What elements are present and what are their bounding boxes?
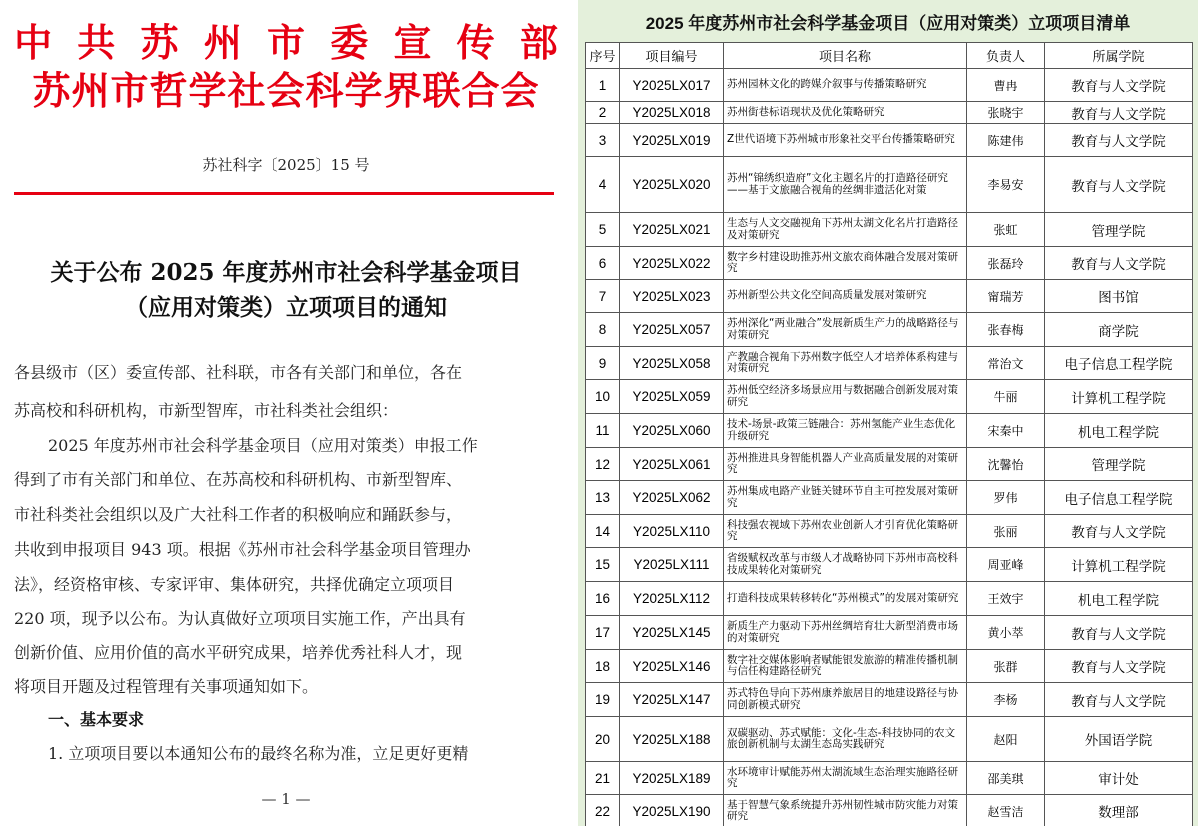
cell-name: 科技强农视域下苏州农业创新人才引育优化策略研究 [724,515,967,548]
cell-code: Y2025LX022 [620,247,724,280]
project-list-panel [578,0,1198,826]
cell-person: 张晓宇 [967,102,1045,124]
table-row [586,213,1193,247]
cell-name: 打造科技成果转移转化“苏州模式”的发展对策研究 [724,582,967,616]
cell-school: 管理学院 [1045,448,1193,481]
cell-code: Y2025LX146 [620,650,724,683]
cell-seq: 21 [586,762,620,795]
cell-name: 生态与人文交融视角下苏州太湖文化名片打造路径及对策研究 [724,213,967,247]
cell-code: Y2025LX019 [620,124,724,157]
table-row [586,124,1193,157]
cell-code: Y2025LX061 [620,448,724,481]
column-header-person: 负责人 [967,43,1045,69]
cell-code: Y2025LX023 [620,280,724,313]
cell-seq: 20 [586,717,620,762]
cell-person: 陈建伟 [967,124,1045,157]
cell-name: 苏州深化“两业融合”发展新质生产力的战略路径与对策研究 [724,313,967,347]
table-header-row [586,43,1193,69]
cell-person: 曹冉 [967,69,1045,102]
cell-name: 新质生产力驱动下苏州丝绸培育壮大新型消费市场的对策研究 [724,616,967,650]
table-row [586,717,1193,762]
cell-school: 机电工程学院 [1045,582,1193,616]
cell-name: 双碳驱动、苏式赋能：文化-生态-科技协同的农文旅创新机制与太湖生态岛实践研究 [724,717,967,762]
cell-name: 产教融合视角下苏州数字低空人才培养体系构建与对策研究 [724,347,967,380]
body-text-line: 220 项，现予以公布。为认真做好立项项目实施工作，产出具有 [14,609,466,628]
cell-person: 邵美琪 [967,762,1045,795]
cell-school: 数理部 [1045,795,1193,826]
cell-person: 王效宇 [967,582,1045,616]
table-row [586,582,1193,616]
cell-person: 牛丽 [967,380,1045,414]
body-text-line: 苏高校和科研机构，市新型智库，市社科类社会组织： [14,401,399,420]
cell-seq: 12 [586,448,620,481]
body-text-line: 得到了市有关部门和单位、在苏高校和科研机构、市新型智库、 [14,470,463,489]
cell-person: 常治文 [967,347,1045,380]
table-row [586,448,1193,481]
table-row [586,313,1193,347]
cell-seq: 18 [586,650,620,683]
notice-title-line-2: （应用对策类）立项项目的通知 [125,294,447,321]
table-row [586,548,1193,582]
cell-name: 苏州新型公共文化空间高质量发展对策研究 [724,280,967,313]
table-row [586,380,1193,414]
cell-school: 教育与人文学院 [1045,247,1193,280]
table-row [586,481,1193,515]
cell-name: 苏州园林文化的跨媒介叙事与传播策略研究 [724,69,967,102]
notice-document-page [0,0,572,826]
body-text-line: 2025 年度苏州市社会科学基金项目（应用对策类）申报工作 [48,436,478,455]
cell-person: 张虹 [967,213,1045,247]
cell-seq: 4 [586,157,620,213]
table-row [586,515,1193,548]
column-header-code: 项目编号 [620,43,724,69]
cell-code: Y2025LX057 [620,313,724,347]
cell-person: 李易安 [967,157,1045,213]
cell-seq: 10 [586,380,620,414]
cell-code: Y2025LX110 [620,515,724,548]
cell-name: 基于智慧气象系统提升苏州韧性城市防灾能力对策研究 [724,795,967,826]
cell-school: 图书馆 [1045,280,1193,313]
issuer-header-line-2: 苏州市哲学社会科学界联合会 [32,68,540,113]
table-row [586,795,1193,826]
cell-seq: 7 [586,280,620,313]
cell-code: Y2025LX059 [620,380,724,414]
cell-person: 甯瑞芳 [967,280,1045,313]
cell-code: Y2025LX018 [620,102,724,124]
cell-seq: 6 [586,247,620,280]
body-text-line: 将项目开题及过程管理有关事项通知如下。 [14,677,319,696]
body-text-line: 市社科类社会组织以及广大社科工作者的积极响应和踊跃参与， [14,505,463,524]
cell-person: 李杨 [967,683,1045,717]
cell-name: 苏州推进具身智能机器人产业高质量发展的对策研究 [724,448,967,481]
cell-person: 宋秦中 [967,414,1045,448]
column-header-school: 所属学院 [1045,43,1193,69]
cell-person: 沈馨怡 [967,448,1045,481]
cell-school: 教育与人文学院 [1045,616,1193,650]
cell-code: Y2025LX062 [620,481,724,515]
cell-seq: 11 [586,414,620,448]
cell-person: 张春梅 [967,313,1045,347]
cell-code: Y2025LX021 [620,213,724,247]
cell-seq: 2 [586,102,620,124]
issuer-header-line-1: 中 共 苏 州 市 委 宣 传 部 [14,20,564,65]
project-list-table [585,42,1193,826]
cell-school: 计算机工程学院 [1045,380,1193,414]
cell-school: 教育与人文学院 [1045,69,1193,102]
cell-school: 教育与人文学院 [1045,157,1193,213]
cell-name: 水环境审计赋能苏州太湖流域生态治理实施路径研究 [724,762,967,795]
cell-school: 计算机工程学院 [1045,548,1193,582]
cell-person: 张群 [967,650,1045,683]
cell-school: 教育与人文学院 [1045,650,1193,683]
cell-code: Y2025LX058 [620,347,724,380]
cell-seq: 13 [586,481,620,515]
cell-seq: 1 [586,69,620,102]
cell-seq: 15 [586,548,620,582]
cell-school: 教育与人文学院 [1045,515,1193,548]
cell-seq: 14 [586,515,620,548]
cell-seq: 9 [586,347,620,380]
cell-name: 苏州街巷标语现状及优化策略研究 [724,102,967,124]
cell-code: Y2025LX145 [620,616,724,650]
cell-code: Y2025LX190 [620,795,724,826]
cell-name: 苏州集成电路产业链关键环节自主可控发展对策研究 [724,481,967,515]
cell-person: 罗伟 [967,481,1045,515]
cell-name: 技术-场景-政策三链融合：苏州氢能产业生态优化升级研究 [724,414,967,448]
table-row [586,280,1193,313]
cell-seq: 22 [586,795,620,826]
cell-seq: 17 [586,616,620,650]
body-text-line: 共收到申报项目 943 项。根据《苏州市社会科学基金项目管理办 [14,540,471,559]
cell-person: 赵阳 [967,717,1045,762]
cell-name: 数字社交媒体影响者赋能银发旅游的精准传播机制与信任构建路径研究 [724,650,967,683]
cell-code: Y2025LX060 [620,414,724,448]
cell-person: 赵雪洁 [967,795,1045,826]
column-header-name: 项目名称 [724,43,967,69]
cell-seq: 16 [586,582,620,616]
cell-code: Y2025LX112 [620,582,724,616]
cell-name: 苏州低空经济多场景应用与数据融合创新发展对策研究 [724,380,967,414]
table-row [586,650,1193,683]
table-row [586,69,1193,102]
cell-name: 苏州“锦绣织造府”文化主题名片的打造路径研究——基于文旅融合视角的丝绸非遗活化对策 [724,157,967,213]
cell-name: 苏式特色导向下苏州康养旅居目的地建设路径与协同创新模式研究 [724,683,967,717]
cell-person: 周亚峰 [967,548,1045,582]
cell-seq: 19 [586,683,620,717]
cell-school: 商学院 [1045,313,1193,347]
table-row [586,616,1193,650]
cell-school: 机电工程学院 [1045,414,1193,448]
cell-seq: 8 [586,313,620,347]
cell-seq: 5 [586,213,620,247]
table-row [586,414,1193,448]
cell-school: 管理学院 [1045,213,1193,247]
table-row [586,762,1193,795]
notice-title-line-1: 关于公布 2025 年度苏州市社会科学基金项目 [50,259,522,286]
list-item-text: 1. 立项项目要以本通知公布的最终名称为准，立足更好更精 [48,744,469,763]
cell-school: 电子信息工程学院 [1045,481,1193,515]
cell-person: 张丽 [967,515,1045,548]
body-text-line: 法》，经资格审核、专家评审、集体研究，共择优确定立项项目 [14,575,455,594]
body-text-line: 各县级市（区）委宣传部、社科联，市各有关部门和单位，各在 [14,363,463,382]
project-list-title: 2025 年度苏州市社会科学基金项目（应用对策类）立项项目清单 [645,14,1131,33]
table-row [586,247,1193,280]
cell-school: 外国语学院 [1045,717,1193,762]
page-number: — 1 — [261,790,311,808]
cell-name: Z世代语境下苏州城市形象社交平台传播策略研究 [724,124,967,157]
section-heading: 一、基本要求 [48,710,145,729]
cell-school: 教育与人文学院 [1045,683,1193,717]
cell-code: Y2025LX147 [620,683,724,717]
cell-school: 教育与人文学院 [1045,124,1193,157]
cell-name: 省级赋权改革与市级人才战略协同下苏州市高校科技成果转化对策研究 [724,548,967,582]
cell-name: 数字乡村建设助推苏州文旅农商体融合发展对策研究 [724,247,967,280]
document-number: 苏社科字〔2025〕15 号 [202,156,370,174]
cell-school: 教育与人文学院 [1045,102,1193,124]
table-row [586,683,1193,717]
cell-person: 张磊玲 [967,247,1045,280]
table-row [586,157,1193,213]
cell-school: 审计处 [1045,762,1193,795]
column-header-seq: 序号 [586,43,620,69]
cell-code: Y2025LX189 [620,762,724,795]
cell-code: Y2025LX020 [620,157,724,213]
cell-person: 黄小萃 [967,616,1045,650]
red-divider [14,192,554,195]
table-row [586,347,1193,380]
cell-code: Y2025LX017 [620,69,724,102]
table-row [586,102,1193,124]
cell-code: Y2025LX188 [620,717,724,762]
cell-school: 电子信息工程学院 [1045,347,1193,380]
body-text-line: 创新价值、应用价值的高水平研究成果，培养优秀社科人才，现 [14,643,463,662]
cell-seq: 3 [586,124,620,157]
cell-code: Y2025LX111 [620,548,724,582]
